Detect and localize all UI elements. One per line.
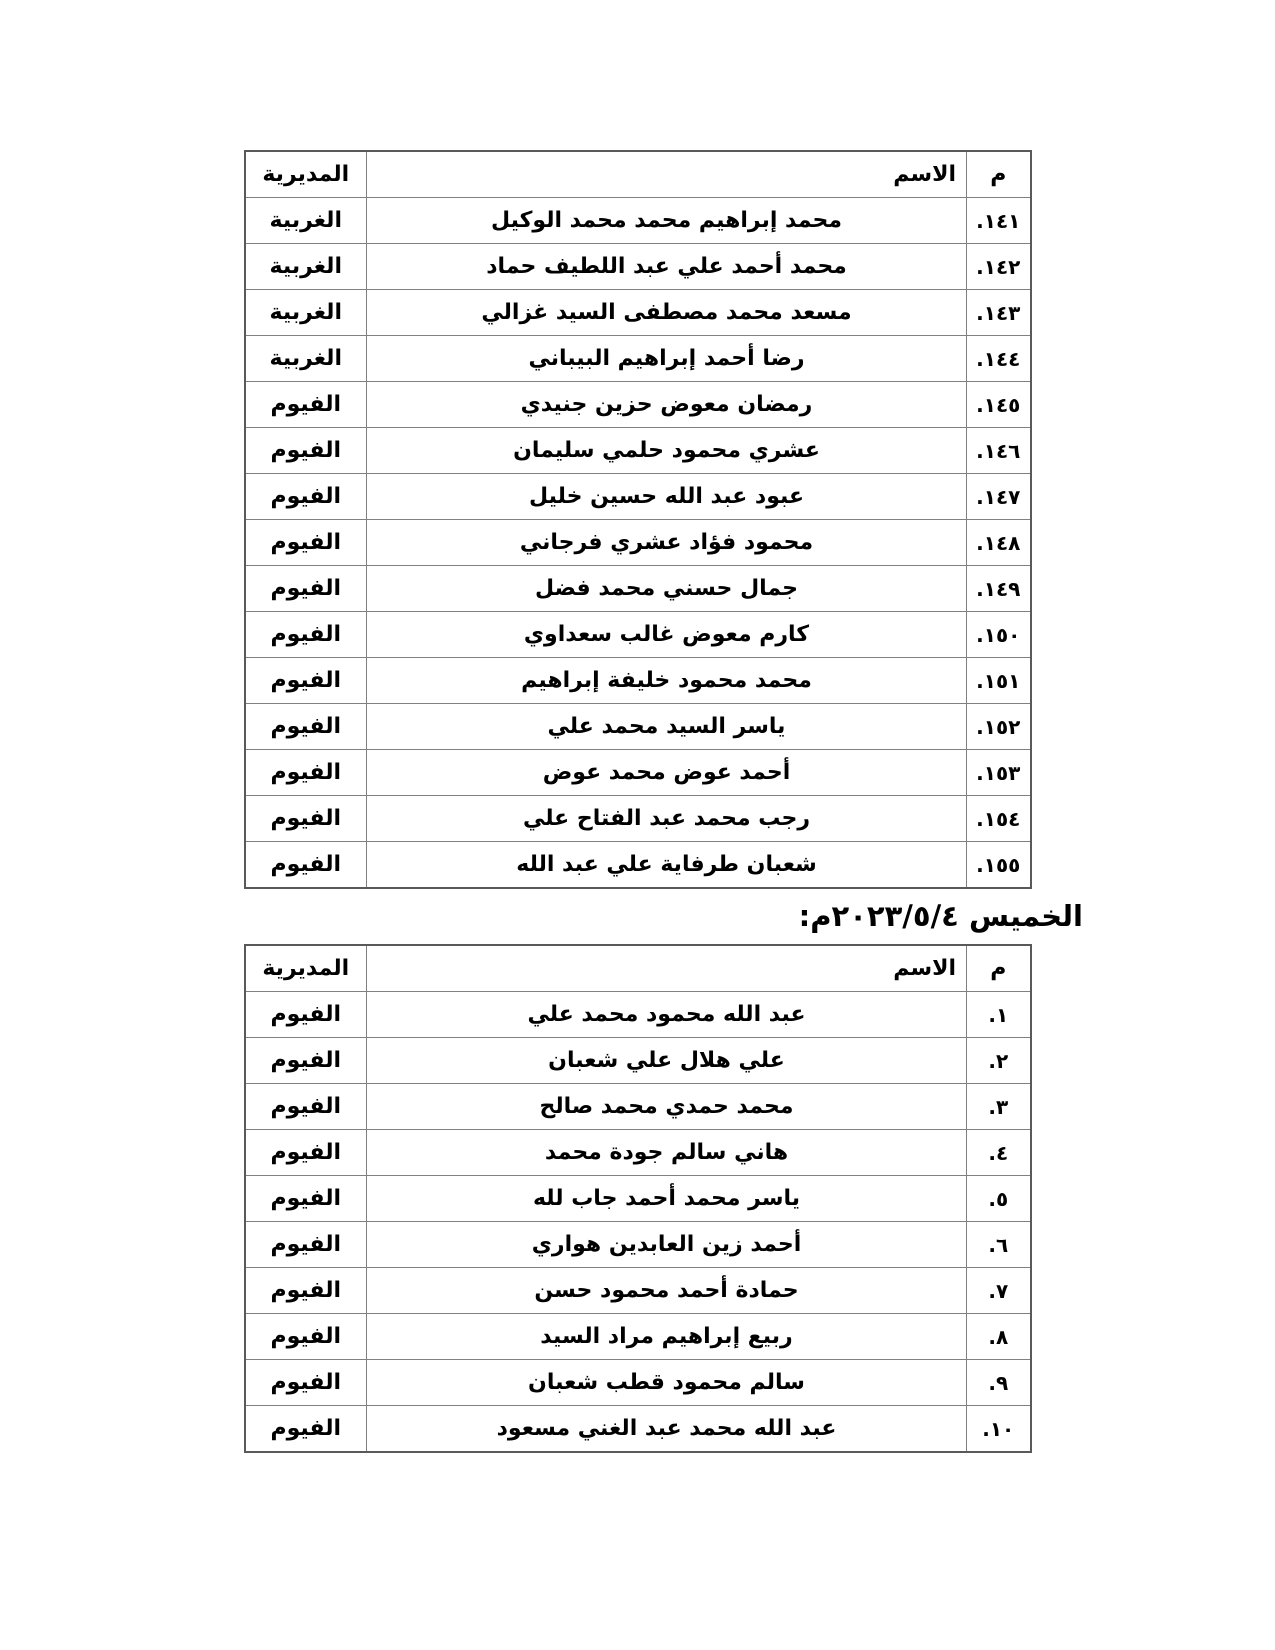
directorate-cell: الفيوم — [245, 1130, 367, 1176]
roster-table-day2 — [244, 944, 1032, 1453]
document-page — [190, 150, 1085, 1453]
directorate-cell: الفيوم — [245, 750, 367, 796]
directorate-cell: الفيوم — [245, 612, 367, 658]
person-name-cell: ياسر محمد أحمد جاب لله — [367, 1176, 967, 1222]
table-row — [245, 750, 1031, 796]
table-row — [245, 1406, 1031, 1453]
person-name-cell: عشري محمود حلمي سليمان — [367, 428, 967, 474]
table-row — [245, 566, 1031, 612]
person-name-cell: محمد حمدي محمد صالح — [367, 1084, 967, 1130]
serial-number-cell: ١٤٣. — [967, 290, 1031, 336]
table-row — [245, 704, 1031, 750]
table-row — [245, 658, 1031, 704]
table-row — [245, 842, 1031, 889]
column-header-name: الاسم — [367, 945, 967, 992]
column-header-directorate: المديرية — [245, 151, 367, 198]
table-row — [245, 1360, 1031, 1406]
person-name-cell: عبد الله محمود محمد علي — [367, 992, 967, 1038]
column-header-number: م — [967, 945, 1031, 992]
person-name-cell: حمادة أحمد محمود حسن — [367, 1268, 967, 1314]
directorate-cell: الفيوم — [245, 796, 367, 842]
serial-number-cell: ١٥٥. — [967, 842, 1031, 889]
table-row — [245, 1176, 1031, 1222]
person-name-cell: كارم معوض غالب سعداوي — [367, 612, 967, 658]
roster-table-day1 — [244, 150, 1032, 889]
header-row — [245, 945, 1031, 992]
serial-number-cell: ١٤١. — [967, 198, 1031, 244]
directorate-cell: الفيوم — [245, 1222, 367, 1268]
directorate-cell: الفيوم — [245, 428, 367, 474]
directorate-cell: الفيوم — [245, 1176, 367, 1222]
header-row — [245, 151, 1031, 198]
column-header-number: م — [967, 151, 1031, 198]
table-row — [245, 796, 1031, 842]
person-name-cell: هاني سالم جودة محمد — [367, 1130, 967, 1176]
table-row — [245, 1038, 1031, 1084]
table-row — [245, 1130, 1031, 1176]
table-row — [245, 520, 1031, 566]
person-name-cell: محمد محمود خليفة إبراهيم — [367, 658, 967, 704]
serial-number-cell: ٣. — [967, 1084, 1031, 1130]
table-row — [245, 1314, 1031, 1360]
directorate-cell: الغربية — [245, 290, 367, 336]
date-heading: الخميس ٢٠٢٣/٥/٤م: — [798, 899, 1083, 933]
serial-number-cell: ١٤٩. — [967, 566, 1031, 612]
directorate-cell: الفيوم — [245, 1038, 367, 1084]
directorate-cell: الفيوم — [245, 704, 367, 750]
person-name-cell: جمال حسني محمد فضل — [367, 566, 967, 612]
person-name-cell: محمد إبراهيم محمد محمد الوكيل — [367, 198, 967, 244]
serial-number-cell: ١٥٤. — [967, 796, 1031, 842]
serial-number-cell: ١٤٢. — [967, 244, 1031, 290]
person-name-cell: أحمد زين العابدين هواري — [367, 1222, 967, 1268]
table-row — [245, 382, 1031, 428]
person-name-cell: رمضان معوض حزين جنيدي — [367, 382, 967, 428]
person-name-cell: ياسر السيد محمد علي — [367, 704, 967, 750]
table-row — [245, 290, 1031, 336]
table-row — [245, 992, 1031, 1038]
serial-number-cell: ١٥٠. — [967, 612, 1031, 658]
person-name-cell: علي هلال علي شعبان — [367, 1038, 967, 1084]
serial-number-cell: ١٥٢. — [967, 704, 1031, 750]
serial-number-cell: ٢. — [967, 1038, 1031, 1084]
table-row — [245, 474, 1031, 520]
serial-number-cell: ١٤٧. — [967, 474, 1031, 520]
person-name-cell: شعبان طرفاية علي عبد الله — [367, 842, 967, 889]
serial-number-cell: ٤. — [967, 1130, 1031, 1176]
directorate-cell: الفيوم — [245, 842, 367, 889]
directorate-cell: الفيوم — [245, 1084, 367, 1130]
directorate-cell: الفيوم — [245, 520, 367, 566]
directorate-cell: الفيوم — [245, 658, 367, 704]
serial-number-cell: ١٥١. — [967, 658, 1031, 704]
directorate-cell: الغربية — [245, 198, 367, 244]
serial-number-cell: ١٥٣. — [967, 750, 1031, 796]
column-header-name: الاسم — [367, 151, 967, 198]
table-row — [245, 1084, 1031, 1130]
person-name-cell: عبد الله محمد عبد الغني مسعود — [367, 1406, 967, 1453]
directorate-cell: الفيوم — [245, 474, 367, 520]
serial-number-cell: ٧. — [967, 1268, 1031, 1314]
directorate-cell: الغربية — [245, 244, 367, 290]
person-name-cell: عبود عبد الله حسين خليل — [367, 474, 967, 520]
serial-number-cell: ٥. — [967, 1176, 1031, 1222]
serial-number-cell: ٨. — [967, 1314, 1031, 1360]
table-row — [245, 428, 1031, 474]
person-name-cell: محمود فؤاد عشري فرجاني — [367, 520, 967, 566]
directorate-cell: الغربية — [245, 336, 367, 382]
serial-number-cell: ١٤٨. — [967, 520, 1031, 566]
serial-number-cell: ١٤٤. — [967, 336, 1031, 382]
table-row — [245, 1268, 1031, 1314]
person-name-cell: رجب محمد عبد الفتاح علي — [367, 796, 967, 842]
serial-number-cell: ١٤٥. — [967, 382, 1031, 428]
table-row — [245, 244, 1031, 290]
serial-number-cell: ١. — [967, 992, 1031, 1038]
person-name-cell: محمد أحمد علي عبد اللطيف حماد — [367, 244, 967, 290]
table-row — [245, 336, 1031, 382]
table-row — [245, 198, 1031, 244]
table-row — [245, 612, 1031, 658]
person-name-cell: أحمد عوض محمد عوض — [367, 750, 967, 796]
directorate-cell: الفيوم — [245, 1314, 367, 1360]
serial-number-cell: ٦. — [967, 1222, 1031, 1268]
serial-number-cell: ١٠. — [967, 1406, 1031, 1453]
serial-number-cell: ٩. — [967, 1360, 1031, 1406]
column-header-directorate: المديرية — [245, 945, 367, 992]
person-name-cell: سالم محمود قطب شعبان — [367, 1360, 967, 1406]
person-name-cell: ربيع إبراهيم مراد السيد — [367, 1314, 967, 1360]
directorate-cell: الفيوم — [245, 566, 367, 612]
person-name-cell: مسعد محمد مصطفى السيد غزالي — [367, 290, 967, 336]
serial-number-cell: ١٤٦. — [967, 428, 1031, 474]
directorate-cell: الفيوم — [245, 1360, 367, 1406]
directorate-cell: الفيوم — [245, 1406, 367, 1453]
table-row — [245, 1222, 1031, 1268]
person-name-cell: رضا أحمد إبراهيم البيباني — [367, 336, 967, 382]
directorate-cell: الفيوم — [245, 382, 367, 428]
directorate-cell: الفيوم — [245, 992, 367, 1038]
directorate-cell: الفيوم — [245, 1268, 367, 1314]
